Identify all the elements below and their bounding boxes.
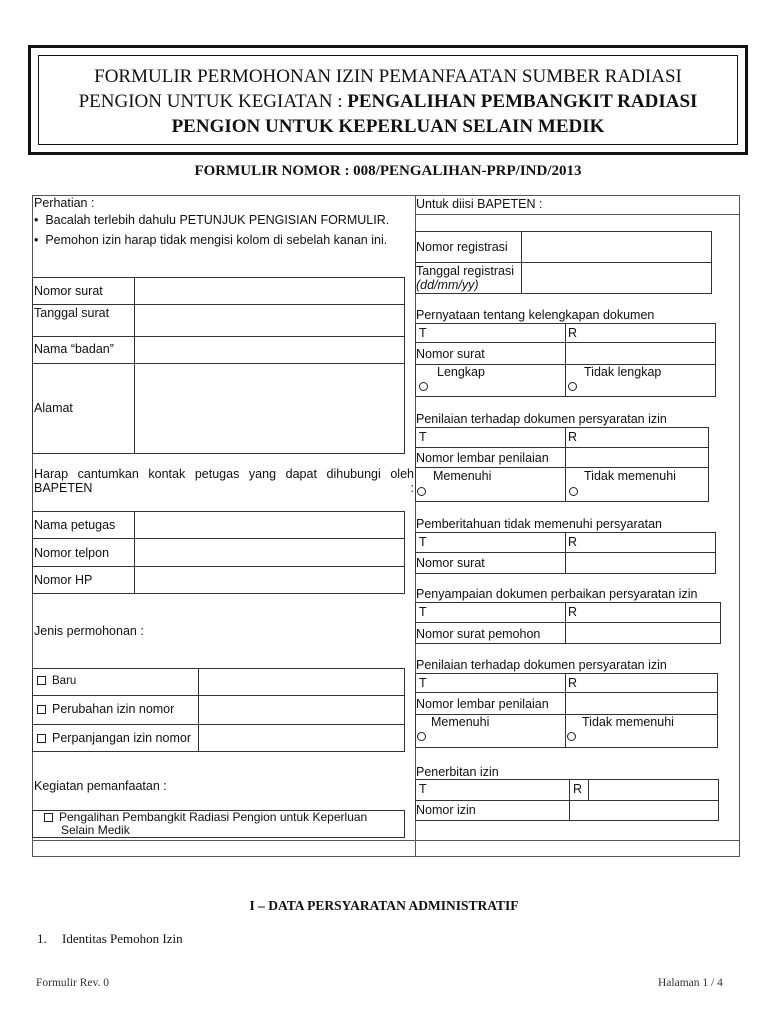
s5-divider [565, 673, 566, 748]
jenis-permohonan-label: Jenis permohonan : [34, 624, 144, 638]
s6-row-label: Nomor izin [416, 803, 476, 817]
right-header-line [415, 214, 740, 215]
title-line-2-prefix: PENGION UNTUK KEGIATAN : [78, 91, 348, 112]
s3-row-label: Nomor surat [416, 556, 485, 570]
tanggal-registrasi-label: Tanggal registrasi [416, 264, 514, 278]
s4-r: R [568, 605, 578, 619]
right-header: Untuk diisi BAPETEN : [416, 197, 543, 211]
tanggal-registrasi-format: (dd/mm/yy) [416, 278, 479, 292]
nama-petugas-label: Nama petugas [34, 518, 116, 532]
s3-title: Pemberitahuan tidak memenuhi persyaratan [416, 517, 662, 531]
footer-revision: Formulir Rev. 0 [36, 977, 110, 989]
s6-row-line [415, 800, 719, 801]
section-heading: I – DATA PERSYARATAN ADMINISTRATIF [249, 898, 519, 913]
s2-title: Penilaian terhadap dokumen persyaratan izin [416, 412, 667, 426]
nama-badan-label: Nama “badan” [34, 342, 114, 356]
nomor-surat-label: Nomor surat [34, 284, 103, 298]
title-line-2-bold: PENGALIHAN PEMBANGKIT RADIASI [347, 91, 698, 112]
jenis-option-perpanjangan-label: Perpanjangan izin nomor [52, 731, 191, 745]
alamat-label: Alamat [34, 401, 73, 415]
jenis-option-baru-label: Baru [52, 675, 77, 687]
s1-row-label: Nomor surat [416, 347, 485, 361]
title-line-2 [40, 89, 736, 114]
s6-r-cell-divider [588, 779, 589, 800]
jenis-option-perpanjangan[interactable] [37, 731, 191, 745]
s4-row-label: Nomor surat pemohon [416, 627, 541, 641]
kegiatan-option[interactable] [44, 811, 367, 837]
jenis-option-perubahan-label: Perubahan izin nomor [52, 702, 175, 716]
notice-bullet-2: • Pemohon izin harap tidak mengisi kolom di sebelah kanan ini. [34, 233, 388, 247]
s5-memenuhi-radio-icon[interactable] [417, 732, 426, 741]
contact-note-line [34, 467, 414, 495]
s5-opt-b-label: Tidak memenuhi [582, 715, 674, 729]
form-title [40, 64, 736, 139]
nomor-hp-field[interactable] [136, 568, 403, 593]
nama-petugas-field[interactable] [136, 513, 403, 537]
s1-row-line-1 [415, 342, 716, 343]
contact-table-divider [134, 511, 135, 594]
s5-tidak-memenuhi-radio-icon[interactable] [567, 732, 576, 741]
s2-memenuhi-radio-icon[interactable] [417, 487, 426, 496]
jenis-option-baru[interactable] [37, 675, 76, 687]
s1-r: R [568, 326, 578, 340]
jenis-row-line-1 [32, 695, 405, 696]
s2-r: R [568, 430, 578, 444]
s1-opt-b-label: Tidak lengkap [584, 365, 662, 379]
notice-bullet-1-text: Bacalah terlebih dahulu PETUNJUK PENGISIAN FORMULIR. [45, 213, 390, 227]
kegiatan-option-text-2: Selain Medik [61, 823, 130, 837]
kegiatan-label: Kegiatan pemanfaatan : [34, 779, 167, 793]
frame-bottom-inner-line [32, 840, 740, 841]
tanggal-surat-field[interactable] [136, 306, 403, 335]
s1-opt-a-label: Lengkap [437, 365, 485, 379]
nomor-hp-label: Nomor HP [34, 573, 93, 587]
s2-row-line-1 [415, 447, 709, 448]
checkbox-icon[interactable] [37, 676, 46, 685]
alamat-field[interactable] [136, 365, 403, 452]
jenis-option-perubahan[interactable] [37, 702, 174, 716]
perhatian-label: Perhatian : [34, 196, 95, 210]
s1-lengkap-radio-icon[interactable] [419, 382, 428, 391]
form-number: FORMULIR NOMOR : 008/PENGALIHAN-PRP/IND/2013 [194, 163, 582, 179]
footer-page-number: Halaman 1 / 4 [658, 977, 723, 989]
kegiatan-option-text-1: Pengalihan Pembangkit Radiasi Pengion untuk Keperluan [59, 810, 368, 824]
s2-t: T [419, 430, 427, 444]
s4-title: Penyampaian dokumen perbaikan persyaratan izin [416, 587, 698, 601]
s3-row-line [415, 552, 716, 553]
s1-divider [565, 323, 566, 397]
s3-t: T [419, 535, 427, 549]
s6-t: T [419, 782, 427, 796]
s5-t: T [419, 676, 427, 690]
s5-row-label: Nomor lembar penilaian [416, 697, 549, 711]
s3-divider [565, 532, 566, 574]
s2-tidak-memenuhi-radio-icon[interactable] [569, 487, 578, 496]
contact-note: Harap cantumkan kontak petugas yang dapat dihubungi oleh BAPETEN : [34, 467, 414, 495]
s6-title: Penerbitan izin [416, 765, 499, 779]
identity-row-line-2 [32, 336, 405, 337]
jenis-row-line-2 [32, 724, 405, 725]
identity-row-line-3 [32, 363, 405, 364]
notice-bullet-2-text: Pemohon izin harap tidak mengisi kolom di sebelah kanan ini. [45, 233, 388, 247]
section-item-label: Identitas Pemohon Izin [62, 931, 183, 946]
section-item-number: 1. [37, 931, 47, 946]
s3-r: R [568, 535, 578, 549]
s5-opt-a-label: Memenuhi [431, 715, 490, 729]
perpanjangan-izin-nomor-field[interactable] [200, 726, 403, 751]
nama-badan-field[interactable] [136, 338, 403, 362]
tanggal-surat-label: Tanggal surat [34, 306, 110, 320]
contact-row-line-1 [32, 538, 405, 539]
checkbox-icon[interactable] [44, 813, 53, 822]
nomor-telpon-label: Nomor telpon [34, 546, 110, 560]
nomor-surat-field[interactable] [136, 279, 403, 303]
s2-divider [565, 427, 566, 502]
s2-row-line-2 [415, 467, 709, 468]
nomor-registrasi-label: Nomor registrasi [416, 240, 508, 254]
s5-title: Penilaian terhadap dokumen persyaratan izin [416, 658, 667, 672]
s4-divider [565, 602, 566, 644]
s2-row-label: Nomor lembar penilaian [416, 451, 549, 465]
title-line-1: FORMULIR PERMOHONAN IZIN PEMANFAATAN SUMBER RADIASI [94, 66, 682, 87]
checkbox-icon[interactable] [37, 734, 46, 743]
s4-t: T [419, 605, 427, 619]
title-line-3 [40, 114, 736, 139]
s6-r: R [573, 782, 583, 796]
s4-row-line [415, 622, 721, 623]
contact-row-line-2 [32, 566, 405, 567]
nomor-telpon-field[interactable] [136, 540, 403, 565]
s5-r: R [568, 676, 578, 690]
title-line-3-bold: PENGION UNTUK KEPERLUAN SELAIN MEDIK [171, 116, 605, 137]
registrasi-row-line [415, 262, 712, 263]
jenis-table-divider [198, 668, 199, 752]
s1-tidak-lengkap-radio-icon[interactable] [568, 382, 577, 391]
identity-row-line-1 [32, 304, 405, 305]
notice-bullet-1: • Bacalah terlebih dahulu PETUNJUK PENGISIAN FORMULIR. [34, 213, 390, 227]
checkbox-icon[interactable] [37, 705, 46, 714]
s5-row-line-1 [415, 692, 718, 693]
s1-title: Pernyataan tentang kelengkapan dokumen [416, 308, 655, 322]
s1-t: T [419, 326, 427, 340]
s2-opt-b-label: Tidak memenuhi [584, 469, 676, 483]
perubahan-izin-nomor-field[interactable] [200, 697, 403, 723]
s2-opt-a-label: Memenuhi [433, 469, 492, 483]
